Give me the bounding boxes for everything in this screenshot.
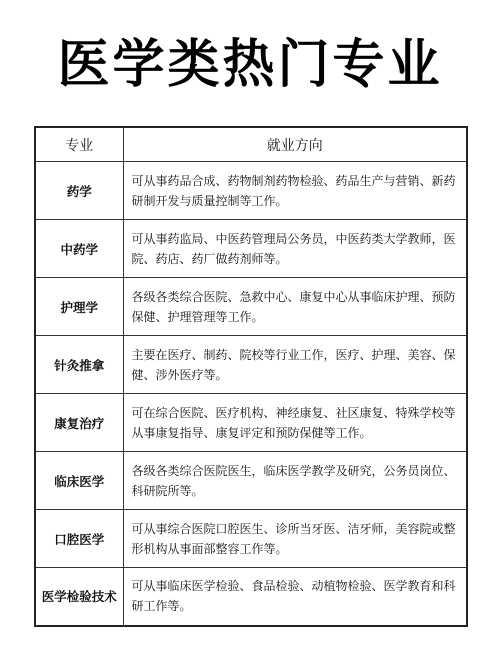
major-name: 康复治疗 bbox=[35, 394, 123, 452]
page-title: 医学类热门专业 bbox=[57, 35, 443, 95]
major-direction: 各级各类综合医院、急救中心、康复中心从事临床护理、预防保健、护理管理等工作。 bbox=[123, 278, 467, 336]
major-name: 医学检验技术 bbox=[35, 568, 123, 626]
major-direction: 可从事药监局、中医药管理局公务员，中医药类大学教师，医院、药店、药厂做药剂师等。 bbox=[123, 220, 467, 278]
table-row bbox=[35, 336, 467, 394]
major-name: 针灸推拿 bbox=[35, 336, 123, 394]
major-name: 口腔医学 bbox=[35, 510, 123, 568]
header-direction: 就业方向 bbox=[123, 127, 467, 162]
major-direction: 可从事药品合成、药物制剂药物检验、药品生产与营销、新药研制开发与质量控制等工作。 bbox=[123, 162, 467, 220]
header-major: 专业 bbox=[35, 127, 123, 162]
major-direction: 可从事临床医学检验、食品检验、动植物检验、医学教育和科研工作等。 bbox=[123, 568, 467, 626]
table-row bbox=[35, 220, 467, 278]
table-row bbox=[35, 568, 467, 626]
table-row bbox=[35, 452, 467, 510]
table-row bbox=[35, 278, 467, 336]
table-row bbox=[35, 162, 467, 220]
table-header-row bbox=[35, 127, 467, 162]
major-name: 中药学 bbox=[35, 220, 123, 278]
major-name: 临床医学 bbox=[35, 452, 123, 510]
major-direction: 可从事综合医院口腔医生、诊所当牙医、洁牙师，美容院或整形机构从事面部整容工作等。 bbox=[123, 510, 467, 568]
majors-table-container bbox=[34, 126, 466, 627]
major-direction: 可在综合医院、医疗机构、神经康复、社区康复、特殊学校等从事康复指导、康复评定和预防保健等工作。 bbox=[123, 394, 467, 452]
table-row bbox=[35, 394, 467, 452]
majors-table bbox=[34, 126, 468, 627]
major-direction: 主要在医疗、制药、院校等行业工作，医疗、护理、美容、保健、涉外医疗等。 bbox=[123, 336, 467, 394]
major-direction: 各级各类综合医院医生，临床医学教学及研究，公务员岗位、科研院所等。 bbox=[123, 452, 467, 510]
table-row bbox=[35, 510, 467, 568]
major-name: 护理学 bbox=[35, 278, 123, 336]
major-name: 药学 bbox=[35, 162, 123, 220]
